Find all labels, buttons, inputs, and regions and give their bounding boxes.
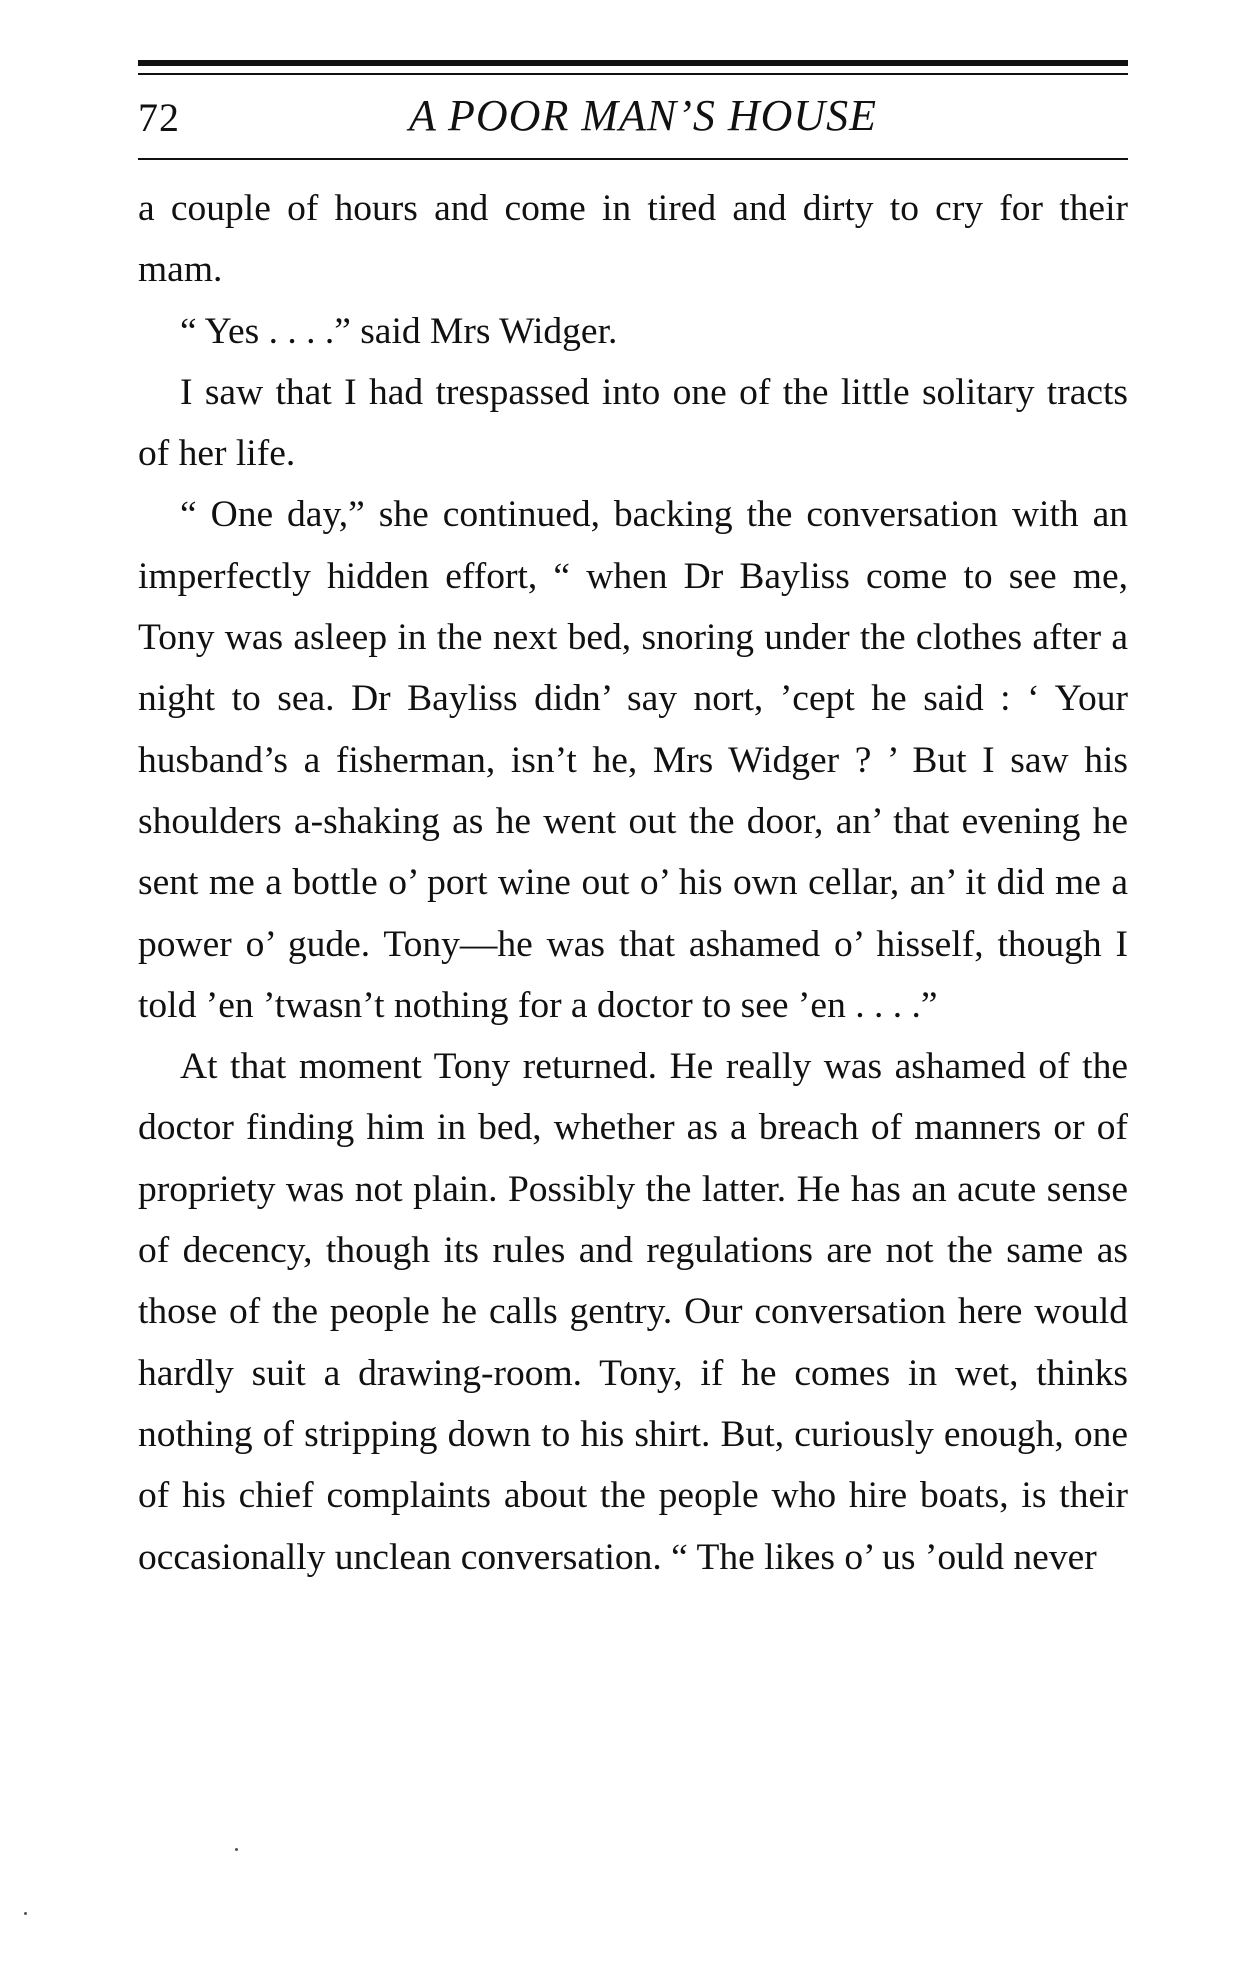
scan-speck: [24, 1912, 27, 1915]
paragraph: “ One day,” she continued, backing the conversation with an imperfectly hidden effort, “ when Dr Bayliss come to see me, Tony was asleep in the next bed, snoring under the clothes after a night to sea. Dr Bayliss didn’ say nort, ’cept he said : ‘ Your husband’s a fisherman, isn’t he, Mrs Widger ? ’ But I saw his shoulders a-shaking as he went out the door, an’ that evening he sent me a bottle o’ port wine out o’ his own cellar, an’ it did me a power o’ gude. Tony—he was that ashamed o’ hisself, though I told ’en ’twasn’t nothing for a doctor to see ’en . . . .”: [138, 494, 1128, 1026]
paragraph: At that moment Tony returned. He really was ashamed of the doctor finding him in bed, whether as a breach of manners or of propriety was not plain. Possibly the latter. He has an acute sense of decency, though its rules and regulations are not the same as those of the people he calls gentry. Our conversation here would hardly suit a drawing-room. Tony, if he comes in wet, thinks nothing of stripping down to his shirt. But, curiously enough, one of his chief complaints about the people who hire boats, is their occasionally unclean conversation. “ The likes o’ us ’ould never: [138, 1046, 1128, 1578]
book-title: A POOR MAN’S HOUSE: [408, 91, 878, 140]
page-number: 72: [138, 95, 180, 140]
running-head-rule: [138, 158, 1128, 160]
header-rule-thick: [138, 60, 1128, 66]
header-rule-thin: [138, 73, 1128, 75]
body-text: [138, 178, 1128, 1588]
paragraph-continued: a couple of hours and come in tired and dirty to cry for their mam.: [138, 188, 1128, 291]
paragraph: “ Yes . . . .” said Mrs Widger.: [180, 310, 618, 352]
scan-speck: [235, 1848, 238, 1851]
paragraph: I saw that I had trespassed into one of the little solitary tracts of her life.: [138, 371, 1128, 475]
running-head: [138, 90, 1128, 150]
